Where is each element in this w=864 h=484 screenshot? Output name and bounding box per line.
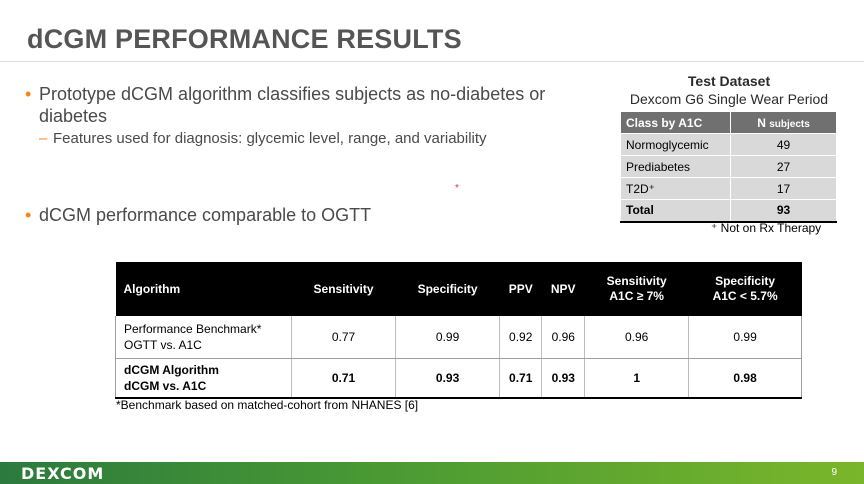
- row-name: [116, 316, 292, 358]
- dataset-subtitle: Dexcom G6 Single Wear Period: [629, 91, 829, 107]
- header-specificity-a1c: [689, 262, 802, 316]
- header-ppv: PPV: [508, 281, 533, 296]
- dataset-row-value: 49: [731, 134, 837, 156]
- dexcom-logo: DEXCOM: [21, 464, 105, 483]
- sub-bullet-item: [39, 130, 585, 147]
- dataset-row: [621, 178, 837, 200]
- header-sensitivity-a1c-line2: A1C ≥ 7%: [609, 289, 664, 303]
- bullet-glyph: •: [25, 84, 32, 104]
- footer-band: [0, 462, 864, 484]
- dataset-title: Test Dataset: [687, 73, 771, 89]
- dataset-row-value: 27: [731, 156, 837, 178]
- header-specificity: Specificity: [417, 281, 478, 296]
- row-name-line1: Performance Benchmark*: [124, 321, 262, 336]
- dataset-row-label: Prediabetes: [621, 156, 731, 178]
- header-specificity-a1c-line2: A1C < 5.7%: [712, 289, 778, 303]
- slide-title: dCGM PERFORMANCE RESULTS: [27, 24, 462, 54]
- dataset-row-value: 93: [731, 200, 837, 222]
- dataset-header-n: [731, 112, 837, 134]
- header-npv: NPV: [550, 281, 576, 296]
- cell-specificity-a1c: 0.99: [689, 316, 802, 358]
- table-row: [116, 316, 802, 358]
- performance-header-row: [116, 262, 802, 316]
- dataset-table: [620, 111, 837, 223]
- header-sensitivity-a1c: [585, 262, 689, 316]
- cell-sensitivity-a1c: 1: [585, 358, 689, 398]
- cell-sensitivity: 0.71: [292, 358, 396, 398]
- bullet-list: [25, 83, 585, 147]
- dataset-row: [621, 156, 837, 178]
- cell-sensitivity: 0.77: [292, 316, 396, 358]
- dataset-row: [621, 134, 837, 156]
- cell-specificity: 0.93: [396, 358, 500, 398]
- dataset-header-class: Class by A1C: [621, 112, 731, 134]
- cell-npv: 0.96: [542, 316, 585, 358]
- header-sensitivity: Sensitivity: [313, 281, 374, 296]
- row-name-line2: dCGM vs. A1C: [124, 378, 207, 393]
- sub-bullet-glyph: –: [39, 130, 48, 147]
- dataset-total-row: [621, 200, 837, 222]
- bullet-item: [25, 204, 371, 226]
- header-algorithm: Algorithm: [123, 281, 181, 296]
- cell-specificity: 0.99: [396, 316, 500, 358]
- header-sensitivity-a1c-line1: Sensitivity: [606, 274, 667, 288]
- dataset-row-label: Total: [621, 200, 731, 222]
- cell-sensitivity-a1c: 0.96: [585, 316, 689, 358]
- dataset-header-row: [621, 112, 837, 134]
- cell-ppv: 0.71: [500, 358, 542, 398]
- bullet-text: dCGM performance comparable to OGTT: [39, 205, 372, 225]
- page-number: 9: [831, 467, 837, 478]
- cell-ppv: 0.92: [500, 316, 542, 358]
- dataset-row-label: T2D⁺: [621, 178, 731, 200]
- header-specificity-a1c-line1: Specificity: [715, 274, 776, 288]
- dataset-footnote: ⁺ Not on Rx Therapy: [711, 221, 822, 235]
- dataset-row-label: Normoglycemic: [621, 134, 731, 156]
- bullet-text: Prototype dCGM algorithm classifies subjects as no-diabetes or diabetes: [39, 84, 546, 126]
- row-name-line1: dCGM Algorithm: [124, 362, 219, 377]
- stray-mark: *: [455, 183, 459, 194]
- performance-table: [115, 262, 802, 399]
- sub-bullet-text: Features used for diagnosis: glycemic level, range, and variability: [53, 130, 487, 147]
- table-row: [116, 358, 802, 398]
- bullet-glyph: •: [25, 205, 32, 225]
- title-divider: [0, 61, 864, 62]
- bullet-item: [25, 83, 585, 127]
- performance-footnote: *Benchmark based on matched-cohort from NHANES [6]: [116, 398, 419, 412]
- row-name: [116, 358, 292, 398]
- row-name-line2: OGTT vs. A1C: [124, 337, 202, 352]
- dataset-header-n-label: N: [757, 115, 766, 130]
- cell-npv: 0.93: [542, 358, 585, 398]
- dataset-row-value: 17: [731, 178, 837, 200]
- dataset-header-n-sub: subjects: [769, 118, 810, 130]
- cell-specificity-a1c: 0.98: [689, 358, 802, 398]
